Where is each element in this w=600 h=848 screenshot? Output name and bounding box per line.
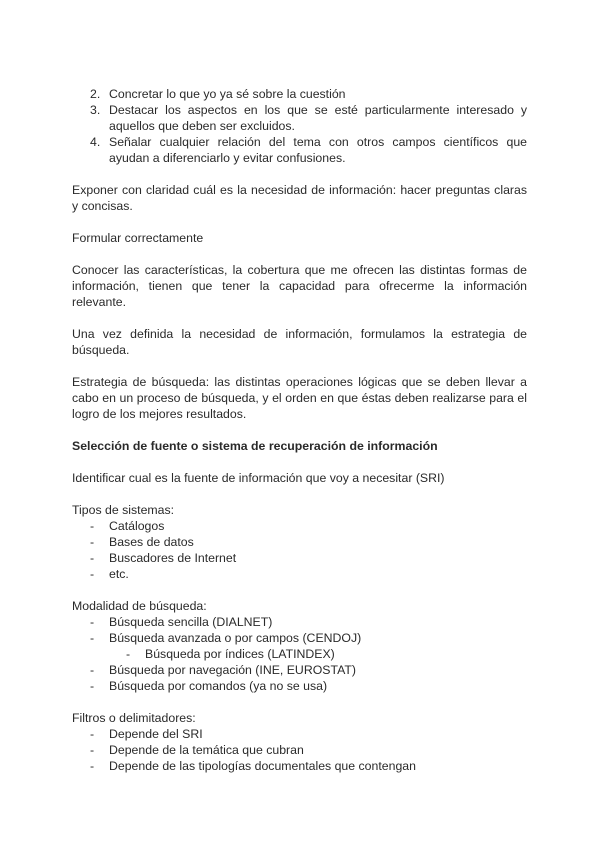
list-item-text: Búsqueda avanzada o por campos (CENDOJ) — [109, 631, 362, 645]
list-item-text: Concretar lo que yo ya sé sobre la cuestión — [109, 87, 346, 101]
list-item — [72, 518, 527, 534]
dash-bullet: - — [90, 567, 95, 581]
list-number: 4. — [90, 135, 101, 149]
paragraph-identificar: Identificar cual es la fuente de información que voy a necesitar (SRI) — [72, 471, 445, 485]
list-item-text: Búsqueda por comandos (ya no se usa) — [109, 679, 328, 693]
dash-bullet: - — [90, 727, 95, 741]
list-item — [72, 662, 527, 678]
numbered-list — [72, 86, 527, 166]
list-item-text: Búsqueda por navegación (INE, EUROSTAT) — [109, 663, 356, 677]
list-item-text: Depende de las tipologías documentales que contengan — [109, 759, 416, 773]
list-item — [72, 102, 527, 134]
list-number: 3. — [90, 103, 101, 117]
paragraph-estrategia: Estrategia de búsqueda: las distintas operaciones lógicas que se deben llevar a cabo en un proceso de búsqueda, y el orden en que éstas deben realizarse para el logro de los mejores resultados. — [72, 375, 527, 421]
dash-bullet: - — [126, 647, 131, 661]
tipos-label: Tipos de sistemas: — [72, 503, 175, 517]
paragraph-formular: Formular correctamente — [72, 231, 204, 245]
dash-bullet: - — [90, 631, 95, 645]
list-item — [72, 758, 527, 774]
list-number: 2. — [90, 87, 101, 101]
tipos-list — [72, 518, 527, 582]
list-item — [72, 678, 527, 694]
list-item — [72, 614, 527, 630]
list-item-text: Catálogos — [109, 519, 165, 533]
section-heading: Selección de fuente o sistema de recuperación de información — [72, 439, 438, 453]
filtros-label: Filtros o delimitadores: — [72, 711, 196, 725]
list-item — [72, 726, 527, 742]
dash-bullet: - — [90, 743, 95, 757]
list-item — [72, 550, 527, 566]
paragraph-definida: Una vez definida la necesidad de información, formulamos la estrategia de búsqueda. — [72, 327, 527, 357]
list-item-text: etc. — [109, 567, 129, 581]
list-item — [72, 86, 527, 102]
list-item — [72, 566, 527, 582]
list-item-text: Búsqueda sencilla (DIALNET) — [109, 615, 273, 629]
paragraph-conocer: Conocer las características, la cobertura que me ofrecen las distintas formas de información, tienen que tener la capacidad para ofrecerme la información relevante. — [72, 263, 527, 309]
list-item — [72, 534, 527, 550]
modalidad-list — [72, 614, 527, 694]
dash-bullet: - — [90, 679, 95, 693]
list-item-text: Búsqueda por índices (LATINDEX) — [145, 647, 335, 661]
dash-bullet: - — [90, 551, 95, 565]
modalidad-label: Modalidad de búsqueda: — [72, 599, 207, 613]
list-item-nested — [72, 646, 527, 662]
list-item — [72, 742, 527, 758]
list-item-text: Depende de la temática que cubran — [109, 743, 304, 757]
paragraph-necesidad: Exponer con claridad cuál es la necesidad de información: hacer preguntas claras y concisas. — [72, 183, 527, 213]
list-item-text: Depende del SRI — [109, 727, 203, 741]
list-item-text: Bases de datos — [109, 535, 194, 549]
dash-bullet: - — [90, 759, 95, 773]
list-item — [72, 630, 527, 646]
list-item — [72, 134, 527, 166]
filtros-list — [72, 726, 527, 774]
dash-bullet: - — [90, 519, 95, 533]
dash-bullet: - — [90, 535, 95, 549]
list-item-text: Destacar los aspectos en los que se esté particularmente interesado y aquellos que deben ser excluidos. — [109, 103, 527, 133]
dash-bullet: - — [90, 615, 95, 629]
document-page — [72, 86, 527, 774]
dash-bullet: - — [90, 663, 95, 677]
list-item-text: Señalar cualquier relación del tema con otros campos científicos que ayudan a diferenciarlo y evitar confusiones. — [109, 135, 527, 165]
list-item-text: Buscadores de Internet — [109, 551, 237, 565]
